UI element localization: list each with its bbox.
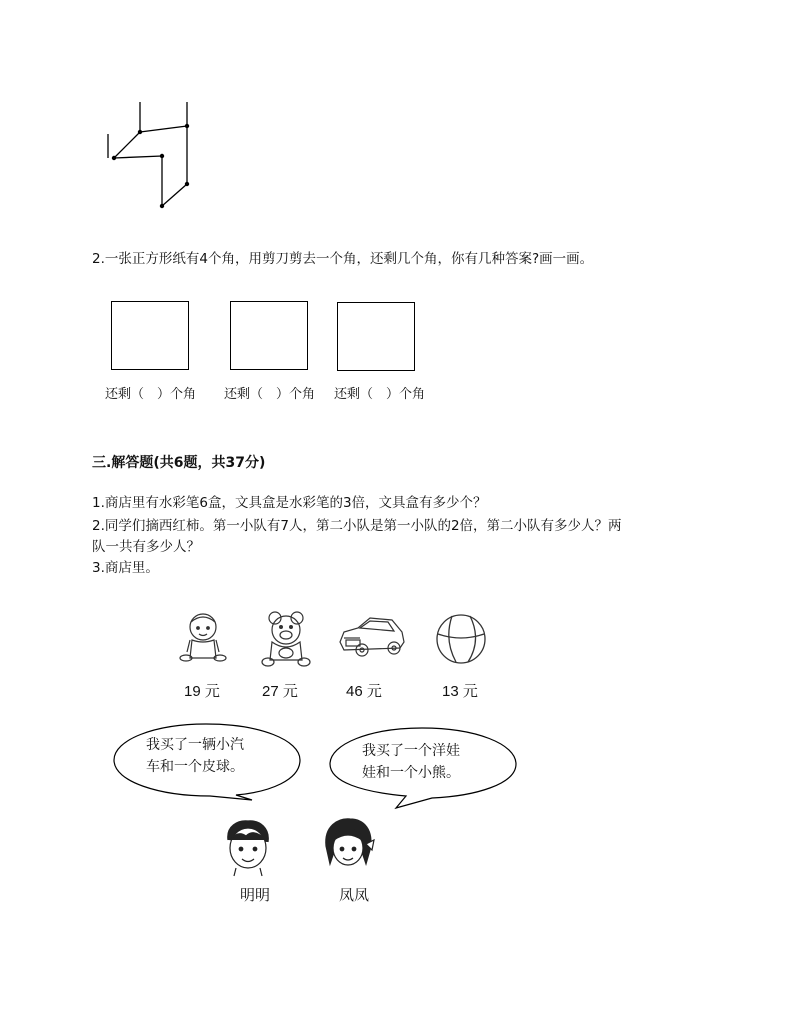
question-3-2-text-line-2: 队一共有多少人？ xyxy=(92,539,200,555)
question-3-2-text-line-1: 2.同学们摘西红柿。第一小队有7人，第二小队是第一小队的2倍，第二小队有多少人？两 xyxy=(92,518,622,534)
toy-car-icon xyxy=(336,612,408,660)
speech-bubble-left-line-2: 车和一个皮球。 xyxy=(146,759,244,775)
section-3-heading: 三.解答题(共6题，共37分) xyxy=(92,455,266,471)
girl-name: 凤凤 xyxy=(339,886,370,904)
square-drawing-box-1 xyxy=(111,301,189,370)
answer-caption-2: 还剩（ ）个角 xyxy=(224,387,316,402)
ball-icon xyxy=(434,612,488,666)
ball-price: 13 元 xyxy=(442,683,478,700)
toy-car-price: 46 元 xyxy=(346,683,382,700)
speech-bubble-left-line-1: 我买了一辆小汽 xyxy=(146,737,244,753)
teddy-bear-price: 27 元 xyxy=(262,683,298,700)
question-3-1-text: 1.商店里有水彩笔6盒，文具盒是水彩笔的3倍，文具盒有多少个？ xyxy=(92,495,487,511)
doll-icon xyxy=(178,610,228,668)
speech-bubble-right-line-1: 我买了一个洋娃 xyxy=(362,743,460,759)
square-drawing-box-2 xyxy=(230,301,308,370)
answer-caption-1: 还剩（ ）个角 xyxy=(105,387,197,402)
incomplete-cube-stick-icon xyxy=(100,98,200,213)
girl-face-icon xyxy=(320,816,378,876)
question-2-text: 2.一张正方形纸有4个角，用剪刀剪去一个角，还剩几个角，你有几种答案?画一画。 xyxy=(92,251,594,267)
speech-bubble-right-line-2: 娃和一个小熊。 xyxy=(362,765,460,781)
question-3-3-text: 3.商店里。 xyxy=(92,560,159,576)
boy-face-icon xyxy=(220,818,276,878)
boy-name: 明明 xyxy=(240,886,271,904)
teddy-bear-icon xyxy=(258,608,314,668)
answer-caption-3: 还剩（ ）个角 xyxy=(334,387,426,402)
doll-price: 19 元 xyxy=(184,683,220,700)
square-drawing-box-3 xyxy=(337,302,415,371)
